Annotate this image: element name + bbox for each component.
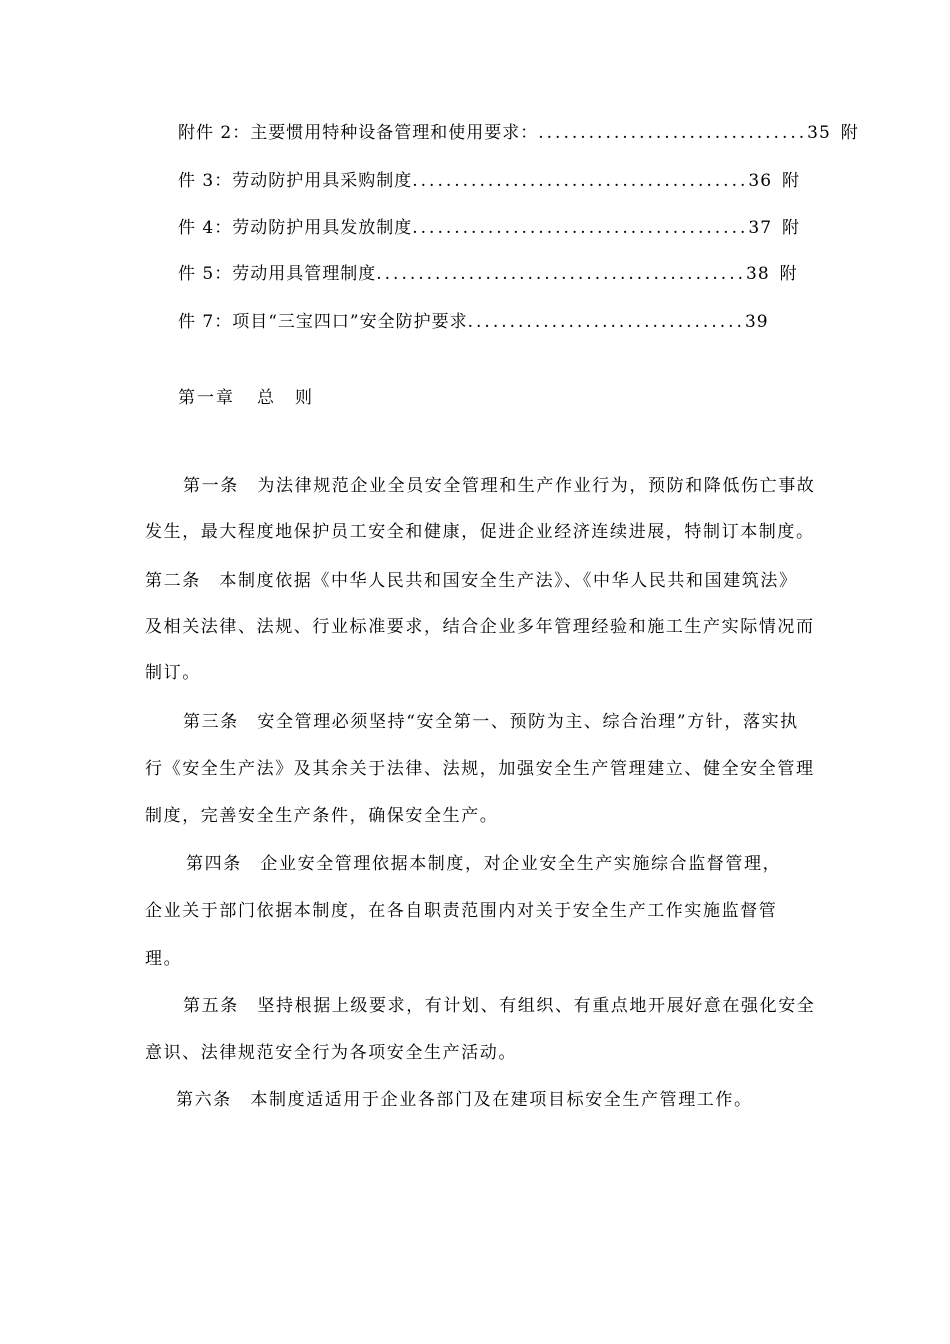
body-line: 第四条 企业安全管理依据本制度，对企业安全生产实施综合监督管理， [186,854,782,874]
toc-leader-dots: ........................................ [412,218,749,237]
body-line: 企业关于部门依据本制度，在各自职责范围内对关于安全生产工作实施监督管 [145,901,778,921]
toc-leader-dots: ............................................ [376,264,747,283]
toc-entry-title: 件 3：劳动防护用具采购制度 [178,171,413,190]
toc-entry-title: 件 4：劳动防护用具发放制度 [178,218,413,237]
toc-continuation: 附 [782,171,801,190]
toc-entry[interactable] [178,118,950,142]
body-line: 理。 [145,949,183,969]
toc-entry[interactable] [178,213,950,237]
body-line: 行《安全生产法》及其余关于法律、法规，加强安全生产管理建立、健全安全管理 [145,759,815,779]
toc-continuation: 附 [779,264,798,283]
toc-page-number: 39 [744,312,769,331]
toc-entry[interactable] [178,307,950,331]
body-line: 及相关法律、法规、行业标准要求，结合企业多年管理经验和施工生产实际情况而 [145,617,815,637]
toc-page-number: 37 [748,218,773,237]
body-line: 发生，最大程度地保护员工安全和健康，促进企业经济连续进展，特制订本制度。 [145,522,815,542]
body-line: 制订。 [145,663,201,683]
body-line: 第二条 本制度依据《中华人民共和国安全生产法》、《中华人民共和国建筑法》 [145,571,798,591]
body-line: 第三条 安全管理必须坚持“安全第一、预防为主、综合治理”方针，落实执 [183,712,799,732]
chapter-title: 总 则 [257,388,314,408]
toc-page-number: 36 [748,171,773,190]
toc-leader-dots: ................................. [467,312,745,331]
body-line: 制度，完善安全生产条件，确保安全生产。 [145,806,499,826]
body-line: 第六条 本制度适适用于企业各部门及在建项目标安全生产管理工作。 [176,1090,753,1110]
toc-entry[interactable] [178,259,950,283]
toc-entry[interactable] [178,166,950,190]
toc-entry-title: 件 5：劳动用具管理制度 [178,264,377,283]
chapter-label: 第一章 [178,388,235,408]
toc-leader-dots: ........................................ [412,171,749,190]
toc-page-number: 35 [807,123,831,142]
toc-leader-dots: ................................ [538,123,808,142]
toc-page-number: 38 [746,264,770,283]
body-line: 第一条 为法律规范企业全员安全管理和生产作业行为，预防和降低伤亡事故 [183,476,816,496]
body-line: 第五条 坚持根据上级要求，有计划、有组织、有重点地开展好意在强化安全 [183,996,816,1016]
toc-entry-title: 附件 2：主要惯用特种设备管理和使用要求： [178,123,539,142]
chapter-heading [178,383,314,408]
body-line: 意识、法律规范安全行为各项安全生产活动。 [145,1043,517,1063]
toc-entry-title: 件 7：项目“三宝四口”安全防护要求 [178,312,468,331]
toc-continuation: 附 [782,218,801,237]
toc-continuation: 附 [840,123,859,142]
